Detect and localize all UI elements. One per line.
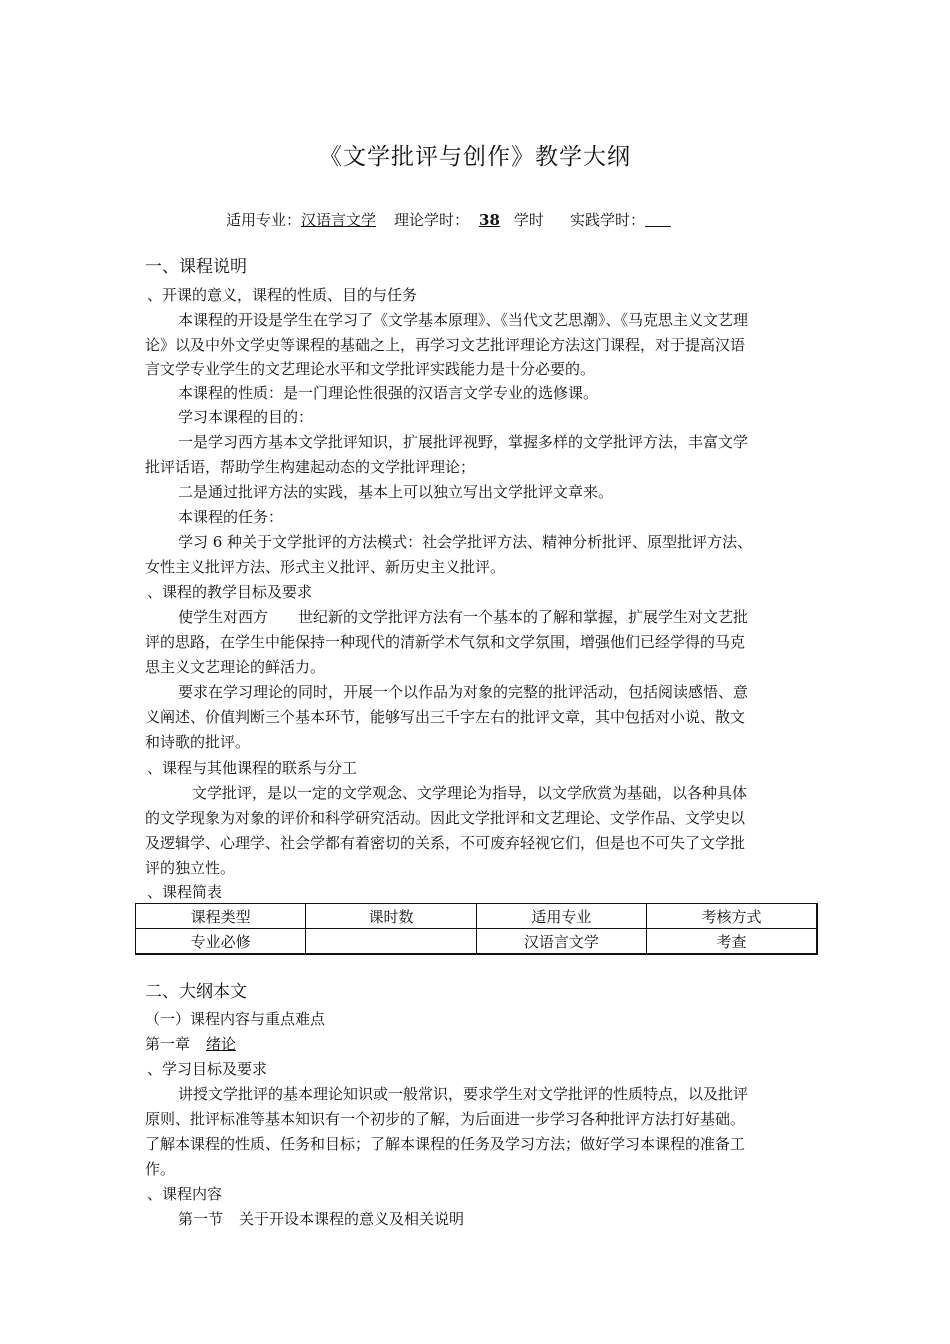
document-title: 《文学批评与创作》教学大纲 [319,144,631,170]
major-label: 适用专业： [226,211,302,229]
paragraph-line: 言文学专业学生的文艺理论水平和文学批评实践能力是十分必要的。 [145,360,596,378]
section-label: 第一节 [178,1210,224,1228]
subsection-heading-objectives: 、课程的教学目标及要求 [147,583,313,601]
section-title-line [178,1207,843,1232]
major-value: 汉语言文学 [301,211,377,229]
theory-hours-label: 理论学时： [394,211,470,229]
paragraph-line: 原则、批评标准等基本知识有一个初步的了解，为后面进一步学习各种批评方法打好基础。 [145,1110,746,1128]
table-cell: 专业必修 [136,929,306,955]
paragraph-line: 批评话语，帮助学生构建起动态的文学批评理论； [145,458,476,476]
paragraph-line: 作。 [145,1160,176,1178]
course-summary-table [135,903,818,955]
paragraph-line: 要求在学习理论的同时，开展一个以作品为对象的完整的批评活动，包括阅读感悟、意 [178,683,749,701]
paragraph-line: 使学生对西方 世纪新的文学批评方法有一个基本的了解和掌握，扩展学生对文艺批 [178,608,749,626]
paragraph-line: 义阐述、价值判断三个基本环节，能够写出三千字左右的批评文章，其中包括对小说、散文 [145,708,746,726]
theory-hours-unit: 学时 [513,211,544,229]
paragraph-line: 女性主义批评方法、形式主义批评、新历史主义批评。 [145,558,506,576]
paragraph-line: 论》以及中外文学史等课程的基础之上，再学习文艺批评理论方法这门课程，对于提高汉语 [145,336,746,354]
paragraph-line: 及逻辑学、心理学、社会学都有着密切的关系，不可废弃轻视它们，但是也不可失了文学批 [145,834,746,852]
subsection-heading-summary-table: 、课程简表 [147,883,223,901]
paragraph-line: 一是学习西方基本文学批评知识，扩展批评视野，掌握多样的文学批评方法，丰富文学 [178,433,749,451]
chapter-title: 绪论 [206,1035,237,1053]
section-heading-syllabus-body: 二、大纲本文 [145,982,247,1002]
paragraph-line: 学习本课程的目的： [178,408,314,426]
table-header-cell: 考核方式 [647,904,817,929]
subsection-heading-course-content: 、课程内容 [147,1185,223,1203]
section-title: 关于开设本课程的意义及相关说明 [239,1210,465,1228]
paragraph-line: 评的独立性。 [145,859,236,877]
subsection-heading-goals: 、学习目标及要求 [147,1060,268,1078]
paragraph-line: 本课程的开设是学生在学习了《文学基本原理》、《当代文艺思潮》、《马克思主义文艺理 [178,311,749,329]
subsection-heading-relations: 、课程与其他课程的联系与分工 [147,759,358,777]
paragraph-line: 和诗歌的批评。 [145,733,251,751]
paragraph-line: 本课程的任务： [178,508,284,526]
table-header-cell: 适用专业 [476,904,646,929]
paragraph-line: 本课程的性质：是一门理论性很强的汉语言文学专业的选修课。 [178,384,599,402]
table-header-cell: 课程类型 [136,904,306,929]
paragraph-line: 的文学现象为对象的评价和科学研究活动。因此文学批评和文艺理论、文学作品、文学史以 [145,809,746,827]
table-row [136,929,818,955]
subsection-heading-significance: 、开课的意义，课程的性质、目的与任务 [147,286,418,304]
table-header-cell: 课时数 [306,904,476,929]
table-header-row [136,904,818,929]
theory-hours-value: 38 [479,211,500,229]
paragraph-line: 了解本课程的性质、任务和目标；了解本课程的任务及学习方法；做好学习本课程的准备工 [145,1135,746,1153]
paragraph-line: 讲授文学批评的基本理论知识或一般常识，要求学生对文学批评的性质特点，以及批评 [178,1085,749,1103]
paragraph-line: 评的思路，在学生中能保持一种现代的清新学术气氛和文学氛围，增强他们已经学得的马克 [145,633,746,651]
course-meta-line [226,209,671,230]
subsection-heading-content: （一）课程内容与重点难点 [145,1010,326,1028]
paragraph-line: 文学批评，是以一定的文学观念、文学理论为指导，以文学欣赏为基础，以各种具体 [192,784,748,802]
paragraph-line: 二是通过批评方法的实践，基本上可以独立写出文学批评文章来。 [178,483,614,501]
paragraph-line: 思主义文艺理论的鲜活力。 [145,658,326,676]
section-heading-course-description: 一、课程说明 [145,257,247,277]
chapter-label: 第一章 [145,1035,191,1053]
table-cell [306,929,476,955]
paragraph-line: 学习 6 种关于文学批评的方法模式：社会学批评方法、精神分析批评、原型批评方法、 [178,533,753,551]
table-cell: 考查 [647,929,817,955]
chapter-heading [145,1032,810,1057]
table-cell: 汉语言文学 [476,929,646,955]
practice-hours-blank [645,211,671,227]
practice-hours-label: 实践学时： [569,211,645,229]
